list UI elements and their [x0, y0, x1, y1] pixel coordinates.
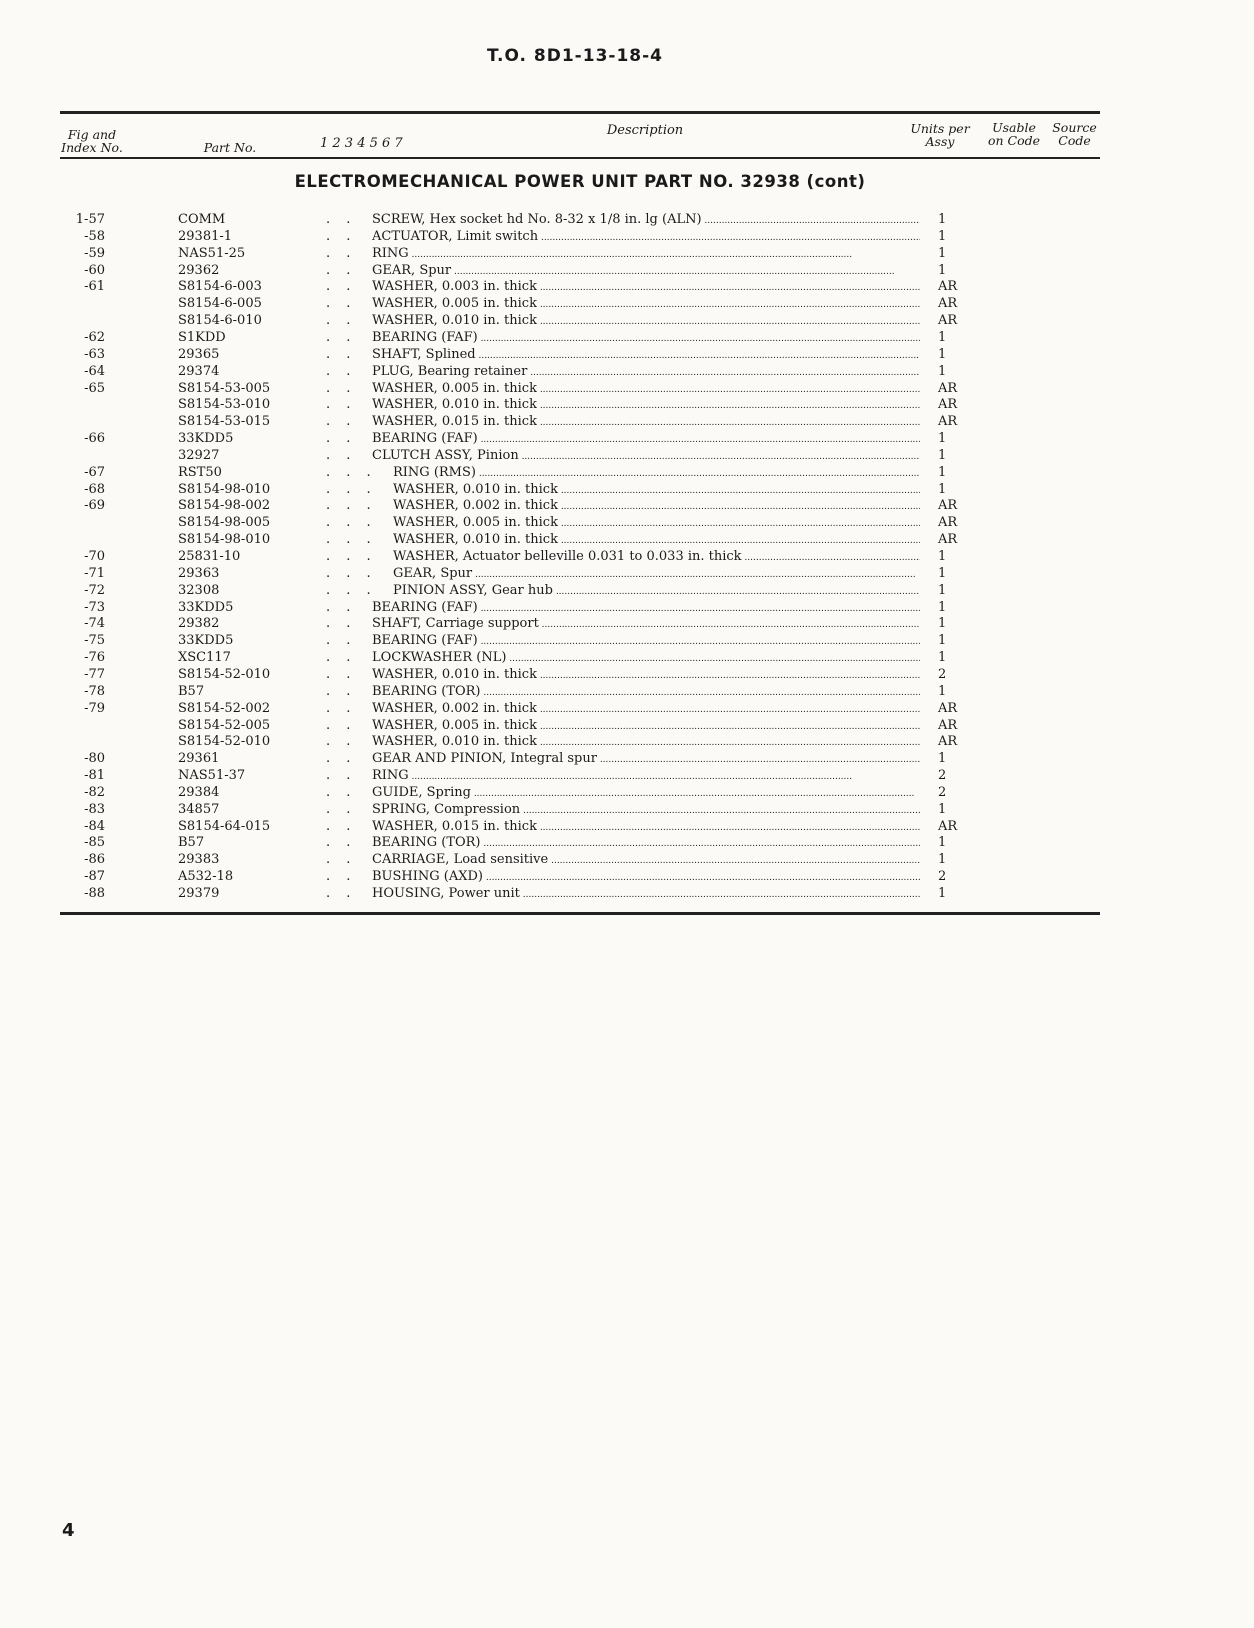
- table-row: [0, 548, 1254, 565]
- table-row: [0, 615, 1254, 632]
- description: WASHER, 0.010 in. thick .....: [372, 312, 920, 331]
- indent-level: . .: [326, 363, 357, 379]
- fig-index: -85: [84, 835, 105, 851]
- description: CLUTCH ASSY, Pinion .....: [372, 447, 920, 466]
- fig-index: -62: [84, 329, 105, 345]
- part-number: S8154-98-002: [178, 498, 271, 514]
- indent-level: . .: [326, 633, 357, 649]
- units-per-assy: 1: [938, 801, 947, 817]
- part-number: NAS51-37: [178, 768, 246, 784]
- part-number: S8154-53-005: [178, 380, 271, 396]
- col-source: Source Code: [1052, 120, 1097, 148]
- description: WASHER, 0.005 in. thick .....: [372, 717, 920, 736]
- description: BEARING (TOR) .....: [372, 683, 920, 702]
- indent-level: . . .: [326, 549, 377, 564]
- header-rule: [60, 157, 1100, 159]
- units-per-assy: 1: [938, 650, 947, 666]
- units-per-assy: AR: [938, 717, 958, 733]
- indent-level: . .: [326, 228, 357, 244]
- top-rule: [60, 111, 1100, 114]
- description: WASHER, 0.010 in. thick .....: [372, 396, 920, 415]
- fig-index: -81: [84, 768, 105, 784]
- part-number: 29361: [178, 751, 220, 767]
- description: GEAR, Spur .....: [393, 565, 920, 584]
- description: GEAR AND PINION, Integral spur .....: [372, 750, 920, 769]
- table-row: [0, 683, 1254, 700]
- table-row: [0, 733, 1254, 750]
- indent-level: . .: [326, 818, 357, 834]
- section-title: ELECTROMECHANICAL POWER UNIT PART NO. 32938 (cont): [294, 172, 866, 191]
- part-number: 29382: [178, 616, 220, 632]
- description: GEAR, Spur .....: [372, 262, 920, 281]
- table-row: [0, 851, 1254, 868]
- indent-level: . . .: [326, 582, 377, 598]
- description: BEARING (TOR) .....: [372, 834, 920, 853]
- description: WASHER, 0.010 in. thick .....: [393, 481, 920, 500]
- description: PLUG, Bearing retainer .....: [372, 363, 920, 382]
- units-per-assy: 1: [938, 633, 947, 649]
- table-row: [0, 380, 1254, 397]
- indent-level: . .: [326, 717, 357, 733]
- fig-index: -67: [84, 464, 105, 480]
- units-per-assy: 1: [938, 549, 947, 564]
- part-number: S8154-98-005: [178, 515, 271, 531]
- description: SHAFT, Splined .....: [372, 346, 920, 365]
- table-row: [0, 632, 1254, 649]
- description: WASHER, 0.005 in. thick .....: [372, 295, 920, 314]
- description: WASHER, 0.005 in. thick .....: [372, 380, 920, 399]
- units-per-assy: 1: [938, 582, 947, 598]
- part-number: RST50: [178, 464, 222, 480]
- part-number: A532-18: [178, 869, 234, 885]
- table-row: [0, 834, 1254, 851]
- fig-index: -75: [84, 633, 105, 649]
- table-row: [0, 278, 1254, 295]
- units-per-assy: AR: [938, 380, 958, 396]
- indent-level: . . .: [326, 532, 377, 548]
- fig-index: -73: [84, 599, 105, 615]
- part-number: 29379: [178, 886, 220, 901]
- table-row: [0, 717, 1254, 734]
- fig-index: -65: [84, 380, 105, 396]
- description: BEARING (FAF) .....: [372, 632, 920, 651]
- part-number: S8154-6-010: [178, 313, 262, 329]
- page-number: 4: [62, 1520, 75, 1541]
- units-per-assy: AR: [938, 397, 958, 413]
- part-number: S8154-52-005: [178, 717, 271, 733]
- part-number: 29362: [178, 262, 220, 278]
- table-row: [0, 481, 1254, 498]
- fig-index: -80: [84, 751, 105, 767]
- description: BEARING (FAF) .....: [372, 329, 920, 348]
- units-per-assy: AR: [938, 498, 958, 514]
- part-number: B57: [178, 683, 205, 699]
- part-number: S8154-6-005: [178, 296, 262, 312]
- description: WASHER, 0.010 in. thick .....: [393, 531, 920, 550]
- table-row: [0, 312, 1254, 329]
- col-usable: Usable on Code: [987, 120, 1041, 148]
- units-per-assy: AR: [938, 818, 958, 834]
- part-number: NAS51-25: [178, 245, 246, 261]
- indent-level: . .: [326, 447, 357, 463]
- units-per-assy: 1: [938, 886, 947, 901]
- document-number: T.O. 8D1-13-18-4: [486, 46, 663, 66]
- description: WASHER, 0.010 in. thick .....: [372, 733, 920, 752]
- part-number: 33KDD5: [178, 431, 234, 447]
- units-per-assy: 1: [938, 616, 947, 632]
- indent-level: . .: [326, 869, 357, 885]
- fig-index: -77: [84, 666, 105, 682]
- description: SPRING, Compression .....: [372, 801, 920, 820]
- units-per-assy: 2: [938, 768, 947, 784]
- table-row: [0, 514, 1254, 531]
- fig-index: -68: [84, 481, 105, 497]
- part-number: 29365: [178, 346, 220, 362]
- description: GUIDE, Spring .....: [372, 784, 920, 803]
- indent-level: . .: [326, 329, 357, 345]
- units-per-assy: 1: [938, 329, 947, 345]
- units-per-assy: AR: [938, 515, 958, 531]
- part-number: S8154-6-003: [178, 279, 262, 295]
- description: LOCKWASHER (NL) .....: [372, 649, 920, 668]
- units-per-assy: AR: [938, 296, 958, 312]
- fig-index: -71: [84, 565, 105, 581]
- table-row: [0, 666, 1254, 683]
- fig-index: -82: [84, 784, 105, 800]
- units-per-assy: 2: [938, 869, 947, 885]
- units-per-assy: AR: [938, 279, 958, 295]
- units-per-assy: AR: [938, 414, 958, 430]
- indent-level: . .: [326, 734, 357, 750]
- description: RING .....: [372, 767, 920, 786]
- table-row: [0, 262, 1254, 279]
- table-row: [0, 295, 1254, 312]
- indent-level: . .: [326, 616, 357, 632]
- part-number: 25831-10: [178, 549, 241, 564]
- table-row: [0, 818, 1254, 835]
- table-row: [0, 565, 1254, 582]
- part-number: S8154-52-010: [178, 734, 271, 750]
- description: SCREW, Hex socket hd No. 8-32 x 1/8 in. lg (ALN) .....: [372, 211, 920, 230]
- col-part-no: Part No.: [203, 140, 257, 155]
- indent-level: . .: [326, 700, 357, 716]
- description: RING (RMS) .....: [393, 464, 920, 483]
- units-per-assy: 1: [938, 262, 947, 278]
- description: WASHER, 0.003 in. thick .....: [372, 278, 920, 297]
- fig-index: -76: [84, 650, 105, 666]
- part-number: 29381-1: [178, 228, 233, 244]
- indent-level: . .: [326, 801, 357, 817]
- table-row: [0, 700, 1254, 717]
- units-per-assy: 1: [938, 852, 947, 868]
- part-number: 33KDD5: [178, 633, 234, 649]
- fig-index: -86: [84, 852, 105, 868]
- part-number: S8154-52-002: [178, 700, 271, 716]
- indent-level: . .: [326, 650, 357, 666]
- indent-level: . .: [326, 380, 357, 396]
- part-number: 29363: [178, 565, 220, 581]
- units-per-assy: 1: [938, 683, 947, 699]
- indent-level: . .: [326, 245, 357, 261]
- table-row: [0, 868, 1254, 885]
- part-number: XSC117: [178, 650, 231, 666]
- description: BEARING (FAF) .....: [372, 599, 920, 618]
- indent-level: . .: [326, 414, 357, 430]
- bottom-rule: [60, 912, 1100, 915]
- part-number: S8154-64-015: [178, 818, 271, 834]
- indent-level: . .: [326, 431, 357, 447]
- table-row: [0, 531, 1254, 548]
- table-row: [0, 750, 1254, 767]
- fig-index: -74: [84, 616, 105, 632]
- indent-level: . . .: [326, 464, 377, 480]
- table-row: [0, 211, 1254, 228]
- description: BEARING (FAF) .....: [372, 430, 920, 449]
- fig-index: -66: [84, 431, 105, 447]
- table-row: [0, 430, 1254, 447]
- table-row: [0, 396, 1254, 413]
- indent-level: . .: [326, 296, 357, 312]
- table-row: [0, 582, 1254, 599]
- fig-index: -78: [84, 683, 105, 699]
- part-number: COMM: [178, 212, 226, 227]
- table-row: [0, 784, 1254, 801]
- fig-index: -60: [84, 262, 105, 278]
- indent-level: . .: [326, 683, 357, 699]
- indent-level: . .: [326, 599, 357, 615]
- description: CARRIAGE, Load sensitive .....: [372, 851, 920, 870]
- part-number: S1KDD: [178, 329, 226, 345]
- indent-level: . .: [326, 346, 357, 362]
- description: ACTUATOR, Limit switch .....: [372, 228, 920, 247]
- indent-level: . .: [326, 768, 357, 784]
- table-row: [0, 346, 1254, 363]
- col-units: Units per Assy: [910, 121, 970, 149]
- part-number: S8154-53-010: [178, 397, 271, 413]
- part-number: 32927: [178, 447, 220, 463]
- table-row: [0, 599, 1254, 616]
- indent-level: . . .: [326, 498, 377, 514]
- col-indent-levels: 1 2 3 4 5 6 7: [320, 136, 403, 151]
- part-number: 29374: [178, 363, 220, 379]
- description: WASHER, 0.010 in. thick .....: [372, 666, 920, 685]
- description: HOUSING, Power unit .....: [372, 885, 920, 904]
- units-per-assy: AR: [938, 532, 958, 548]
- units-per-assy: AR: [938, 734, 958, 750]
- table-row: [0, 801, 1254, 818]
- indent-level: . .: [326, 212, 357, 227]
- units-per-assy: 2: [938, 784, 947, 800]
- table-row: [0, 464, 1254, 481]
- units-per-assy: 1: [938, 447, 947, 463]
- table-row: [0, 363, 1254, 380]
- units-per-assy: 1: [938, 363, 947, 379]
- fig-index: -87: [84, 869, 105, 885]
- table-row: [0, 228, 1254, 245]
- indent-level: . . .: [326, 515, 377, 531]
- table-row: [0, 329, 1254, 346]
- table-row: [0, 885, 1254, 902]
- indent-level: . .: [326, 886, 357, 901]
- units-per-assy: 1: [938, 599, 947, 615]
- fig-index: 1-57: [75, 212, 105, 227]
- units-per-assy: 1: [938, 212, 947, 227]
- fig-index: -69: [84, 498, 105, 514]
- fig-index: -83: [84, 801, 105, 817]
- indent-level: . .: [326, 666, 357, 682]
- fig-index: -70: [84, 549, 105, 564]
- part-number: S8154-52-010: [178, 666, 271, 682]
- part-number: S8154-98-010: [178, 532, 271, 548]
- indent-level: . .: [326, 313, 357, 329]
- fig-index: -64: [84, 363, 105, 379]
- description: WASHER, 0.015 in. thick .....: [372, 413, 920, 432]
- indent-level: . .: [326, 835, 357, 851]
- indent-level: . .: [326, 279, 357, 295]
- fig-index: -58: [84, 228, 105, 244]
- fig-index: -79: [84, 700, 105, 716]
- description: WASHER, 0.002 in. thick .....: [393, 497, 920, 516]
- fig-index: -61: [84, 279, 105, 295]
- units-per-assy: 1: [938, 228, 947, 244]
- fig-index: -59: [84, 245, 105, 261]
- table-row: [0, 245, 1254, 262]
- description: WASHER, Actuator belleville 0.031 to 0.033 in. thick .....: [393, 548, 920, 567]
- description: WASHER, 0.002 in. thick .....: [372, 700, 920, 719]
- col-fig-index: Fig and Index No.: [61, 127, 123, 155]
- part-number: B57: [178, 835, 205, 851]
- fig-index: -63: [84, 346, 105, 362]
- description: WASHER, 0.005 in. thick .....: [393, 514, 920, 533]
- table-row: [0, 649, 1254, 666]
- table-row: [0, 447, 1254, 464]
- part-number: S8154-98-010: [178, 481, 271, 497]
- indent-level: . .: [326, 852, 357, 868]
- description: RING .....: [372, 245, 920, 264]
- description: PINION ASSY, Gear hub .....: [393, 582, 920, 601]
- table-row: [0, 497, 1254, 514]
- part-number: S8154-53-015: [178, 414, 271, 430]
- units-per-assy: 2: [938, 666, 947, 682]
- indent-level: . . .: [326, 565, 377, 581]
- units-per-assy: 1: [938, 464, 947, 480]
- units-per-assy: 1: [938, 346, 947, 362]
- indent-level: . . .: [326, 481, 377, 497]
- col-description: Description: [606, 123, 684, 138]
- units-per-assy: 1: [938, 481, 947, 497]
- units-per-assy: 1: [938, 565, 947, 581]
- indent-level: . .: [326, 397, 357, 413]
- description: BUSHING (AXD) .....: [372, 868, 920, 887]
- indent-level: . .: [326, 784, 357, 800]
- fig-index: -84: [84, 818, 105, 834]
- units-per-assy: 1: [938, 431, 947, 447]
- units-per-assy: 1: [938, 245, 947, 261]
- fig-index: -88: [84, 886, 105, 901]
- units-per-assy: 1: [938, 835, 947, 851]
- units-per-assy: AR: [938, 313, 958, 329]
- indent-level: . .: [326, 751, 357, 767]
- table-row: [0, 413, 1254, 430]
- part-number: 34857: [178, 801, 220, 817]
- part-number: 33KDD5: [178, 599, 234, 615]
- indent-level: . .: [326, 262, 357, 278]
- fig-index: -72: [84, 582, 105, 598]
- description: WASHER, 0.015 in. thick .....: [372, 818, 920, 837]
- description: SHAFT, Carriage support .....: [372, 615, 920, 634]
- part-number: 29384: [178, 784, 220, 800]
- part-number: 32308: [178, 582, 220, 598]
- table-row: [0, 767, 1254, 784]
- units-per-assy: 1: [938, 751, 947, 767]
- part-number: 29383: [178, 852, 220, 868]
- units-per-assy: AR: [938, 700, 958, 716]
